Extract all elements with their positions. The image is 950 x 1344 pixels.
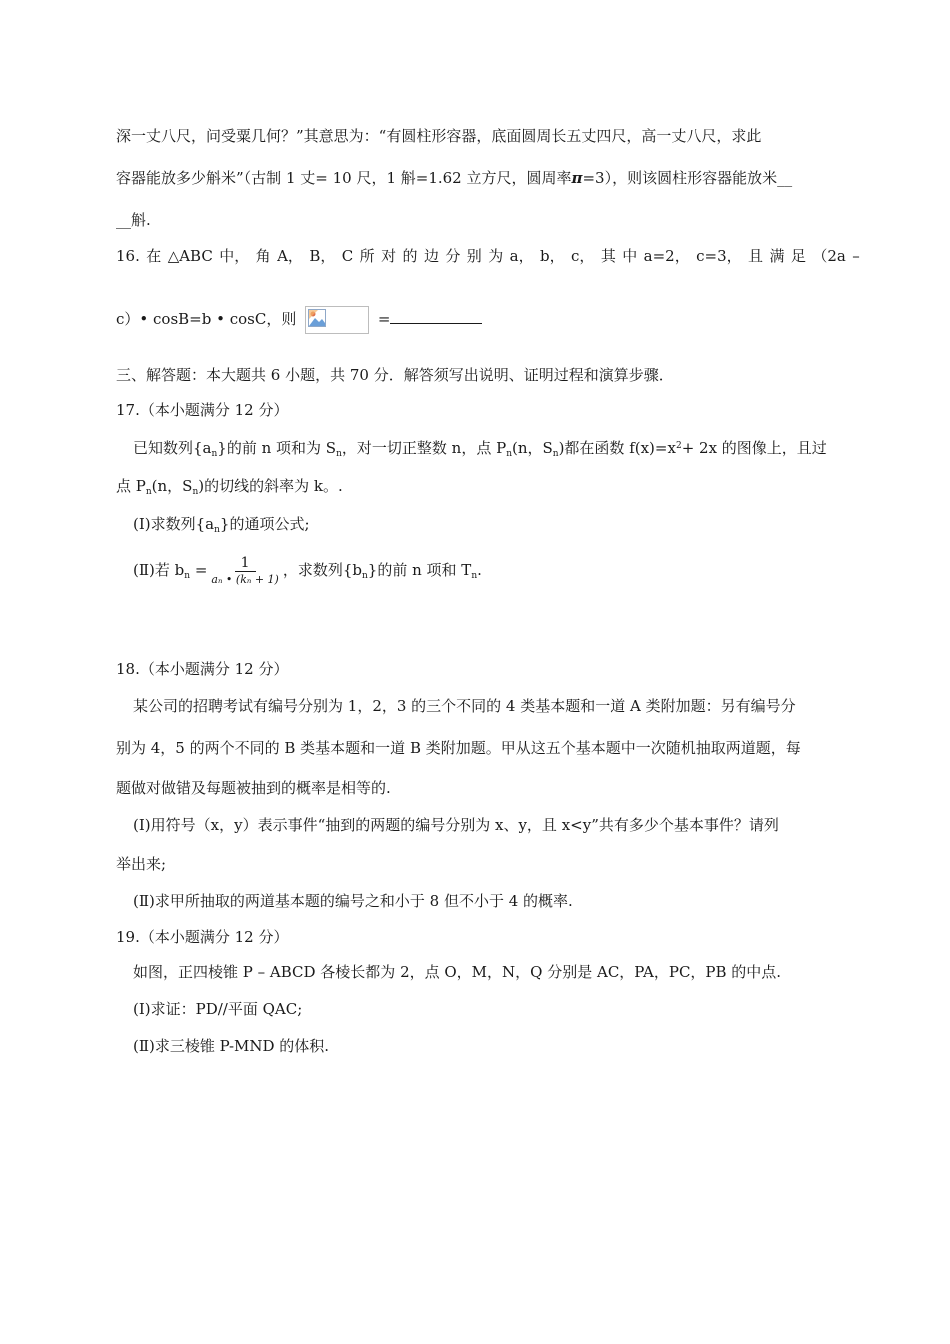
q16-line-2 <box>116 306 482 334</box>
q16-line-1-token: 的 <box>402 247 418 265</box>
q16-line-1-token: 满 <box>769 247 785 265</box>
q18-para-3: 题做对做错及每题被抽到的概率是相等的. <box>116 779 391 797</box>
q19-part-ii: (Ⅱ)求三棱锥 P-MND 的体积. <box>133 1037 330 1055</box>
q16-line-1-token: 中 <box>622 247 638 265</box>
q16-line-1-token: c=3， <box>696 247 742 265</box>
q15-line-2-text: 容器能放多少斛米”（古制 1 丈= 10 尺，1 斛=1.62 立方尺，圆周率 <box>116 169 572 187</box>
q16-line-1-token: 对 <box>381 247 397 265</box>
q15-line-3: __斛. <box>116 211 151 229</box>
q16-line-1-token: 角 <box>255 247 271 265</box>
q16-line-1-token: 所 <box>359 247 375 265</box>
q16-line-1-token: 分 <box>445 247 461 265</box>
q19-part-i: (I)求证：PD//平面 QAC; <box>133 1000 303 1018</box>
q15-line-2-end: =3），则该圆柱形容器能放米__ <box>582 169 793 187</box>
q17-heading: 17.（本小题满分 12 分） <box>116 401 289 419</box>
q16-equals: = <box>377 310 391 328</box>
q18-heading: 18.（本小题满分 12 分） <box>116 660 289 678</box>
pi-symbol: π <box>571 169 583 187</box>
missing-image-placeholder <box>305 306 369 334</box>
q17-part-i: (I)求数列$\{a_n\}$的通项公式; <box>133 515 310 535</box>
q16-line-2-text: c）• cosB=b • cosC，则 <box>116 310 297 328</box>
answer-blank <box>390 309 482 324</box>
q18-para-2: 别为 4，5 的两个不同的 B 类基本题和一道 B 类附加题。甲从这五个基本题中一次随机抽取两道题，每 <box>116 739 801 757</box>
q16-line-1-token: △ABC <box>167 247 213 265</box>
q16-line-1-token: C <box>341 247 354 265</box>
q16-line-1-token: 别 <box>466 247 482 265</box>
q18-part-i-line-1: (I)用符号（x，y）表示事件“抽到的两题的编号分别为 x、y，且 x<y”共有多少个基本事件？请列 <box>133 816 779 834</box>
q16-line-1-token: 且 <box>748 247 764 265</box>
q16-line-1-token: c， <box>571 247 595 265</box>
q16-line-1-token: 为 <box>488 247 504 265</box>
section-3-heading: 三、解答题：本大题共 6 小题，共 70 分．解答须写出说明、证明过程和演算步骤． <box>116 366 674 384</box>
q16-line-1-token: 边 <box>423 247 439 265</box>
q16-line-1-token: 在 <box>146 247 162 265</box>
q16-line-1-token: 16. <box>116 247 140 265</box>
q17-para-2: 点 $P_n(n$，$S_n$)的切线的斜率为 k。. <box>116 477 343 497</box>
q16-line-1-token: B， <box>309 247 336 265</box>
q17-part-ii: (Ⅱ)若 $b_n$ = $\frac{1}{\text{aₙ • (kₙ + 1)}}$ ，求数列$\{b_n\}$的前 n 项和 $T_n$. <box>133 554 482 586</box>
fraction-formula: $\frac{1}{\text{aₙ • (kₙ + 1)}}$ <box>211 554 279 586</box>
broken-image-icon <box>308 309 326 327</box>
q15-line-2 <box>116 168 792 188</box>
q16-line-1 <box>116 246 860 266</box>
q18-part-i-line-2: 举出来; <box>116 855 167 873</box>
q17-para-1: 已知数列$\{a_n\}$的前 n 项和为 $S_n$，对一切正整数 n，点 $P_n(n$，$S_n$)都在函数 $f(x)=x^2+ 2x$ 的图像上，且过 <box>133 439 827 459</box>
q16-line-1-token: A， <box>277 247 303 265</box>
q18-para-1: 某公司的招聘考试有编号分别为 1，2，3 的三个不同的 4 类基本题和一道 A 类附加题：另有编号分 <box>133 697 796 715</box>
q16-line-1-token: 中， <box>219 247 250 265</box>
q15-line-1: 深一丈八尺，问受粟几何？”其意思为：“有圆柱形容器，底面圆周长五丈四尺，高一丈八尺，求此 <box>116 127 762 145</box>
q16-line-1-token: a=2， <box>643 247 690 265</box>
q16-line-1-token: （2a <box>812 247 846 265</box>
q19-para-1: 如图，正四棱锥 P – ABCD 各棱长都为 2，点 O，M，N，Q 分别是 AC，PA，PC，PB 的中点. <box>133 963 782 981</box>
q16-line-1-token: 其 <box>600 247 616 265</box>
q16-line-1-token: – <box>852 247 860 265</box>
q19-heading: 19.（本小题满分 12 分） <box>116 928 289 946</box>
q16-line-1-token: b， <box>539 247 565 265</box>
q16-line-1-token: a， <box>509 247 534 265</box>
q18-part-ii: (Ⅱ)求甲所抽取的两道基本题的编号之和小于 8 但不小于 4 的概率. <box>133 892 573 910</box>
q16-line-1-token: 足 <box>790 247 806 265</box>
